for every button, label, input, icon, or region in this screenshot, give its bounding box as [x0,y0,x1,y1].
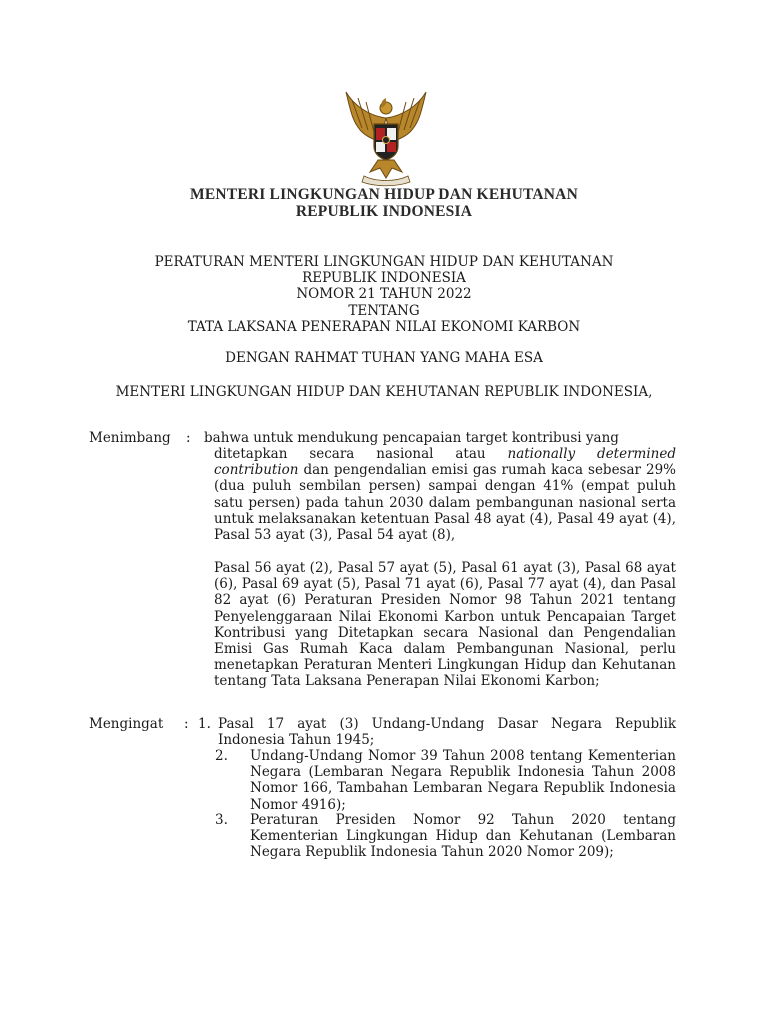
mengingat-item-3: Peraturan Presiden Nomor 92 Tahun 2020 tentang Kementerian Lingkungan Hidup dan Kehutanan (Lembaran Negara Republik Indonesia Tahun 2020 Nomor 209); [250,812,676,861]
mengingat-item-1-number: 1. [198,716,211,732]
mengingat-item-2-number: 2. [215,748,228,764]
menimbang-first-line: bahwa untuk mendukung pencapaian target kontribusi yang [204,430,619,446]
regulation-title [0,254,768,335]
garuda-pancasila-emblem-icon [340,88,432,188]
mengingat-item-1: Pasal 17 ayat (3) Undang-Undang Dasar Negara Republik Indonesia Tahun 1945; [218,716,676,749]
ministry-name-line1: MENTERI LINGKUNGAN HIDUP DAN KEHUTANAN [190,186,578,203]
menimbang-label: Menimbang [89,430,171,446]
title-line2: REPUBLIK INDONESIA [302,270,466,287]
ministry-name-line2: REPUBLIK INDONESIA [295,203,473,220]
menimbang-paragraph-2: Pasal 56 ayat (2), Pasal 57 ayat (5), Pasal 61 ayat (3), Pasal 68 ayat (6), Pasal 69 ayat (5), Pasal 71 ayat (6), Pasal 77 ayat (4), dan Pasal 82 ayat (6) Peraturan Presiden Nomor 98 Tahun 2021 tentang Penyelenggaraan Nilai Ekonomi Karbon untuk Pencapaian Target Kontribusi yang Ditetapkan secara Nasional dan Pengendalian Emisi Gas Rumah Kaca dalam Pembangunan Nasional, perlu menetapkan Peraturan Menteri Lingkungan Hidup dan Kehutanan tentang Tata Laksana Penerapan Nilai Ekonomi Karbon; [214,560,676,690]
mengingat-label: Mengingat [89,716,164,732]
title-line4: TENTANG [348,302,420,319]
menimbang-paragraph-1: ditetapkan secara nasional atau nationally determined contribution dan pengendalian emisi gas rumah kaca sebesar 29% (dua puluh sembilan persen) sampai dengan 41% (empat puluh satu persen) pada tahun 2030 dalam pembangunan nasional serta untuk melaksanakan ketentuan Pasal 48 ayat (4), Pasal 49 ayat (4), Pasal 53 ayat (3), Pasal 54 ayat (8), [214,446,676,544]
title-line1: PERATURAN MENTERI LINGKUNGAN HIDUP DAN KEHUTANAN [154,254,614,270]
mengingat-colon: : [184,716,189,732]
menimbang-colon: : [186,430,191,446]
title-line3: NOMOR 21 TAHUN 2022 [296,286,472,303]
mengingat-item-2: Undang-Undang Nomor 39 Tahun 2008 tentang Kementerian Negara (Lembaran Negara Republik Indonesia Tahun 2008 Nomor 166, Tambahan Lembaran Negara Republik Indonesia Nomor 4916); [250,748,676,813]
title-line5: TATA LAKSANA PENERAPAN NILAI EKONOMI KARBON [187,318,581,335]
invocation: DENGAN RAHMAT TUHAN YANG MAHA ESA [225,350,543,366]
mengingat-item-3-number: 3. [215,812,228,828]
minister-heading: MENTERI LINGKUNGAN HIDUP DAN KEHUTANAN REPUBLIK INDONESIA, [115,384,653,400]
